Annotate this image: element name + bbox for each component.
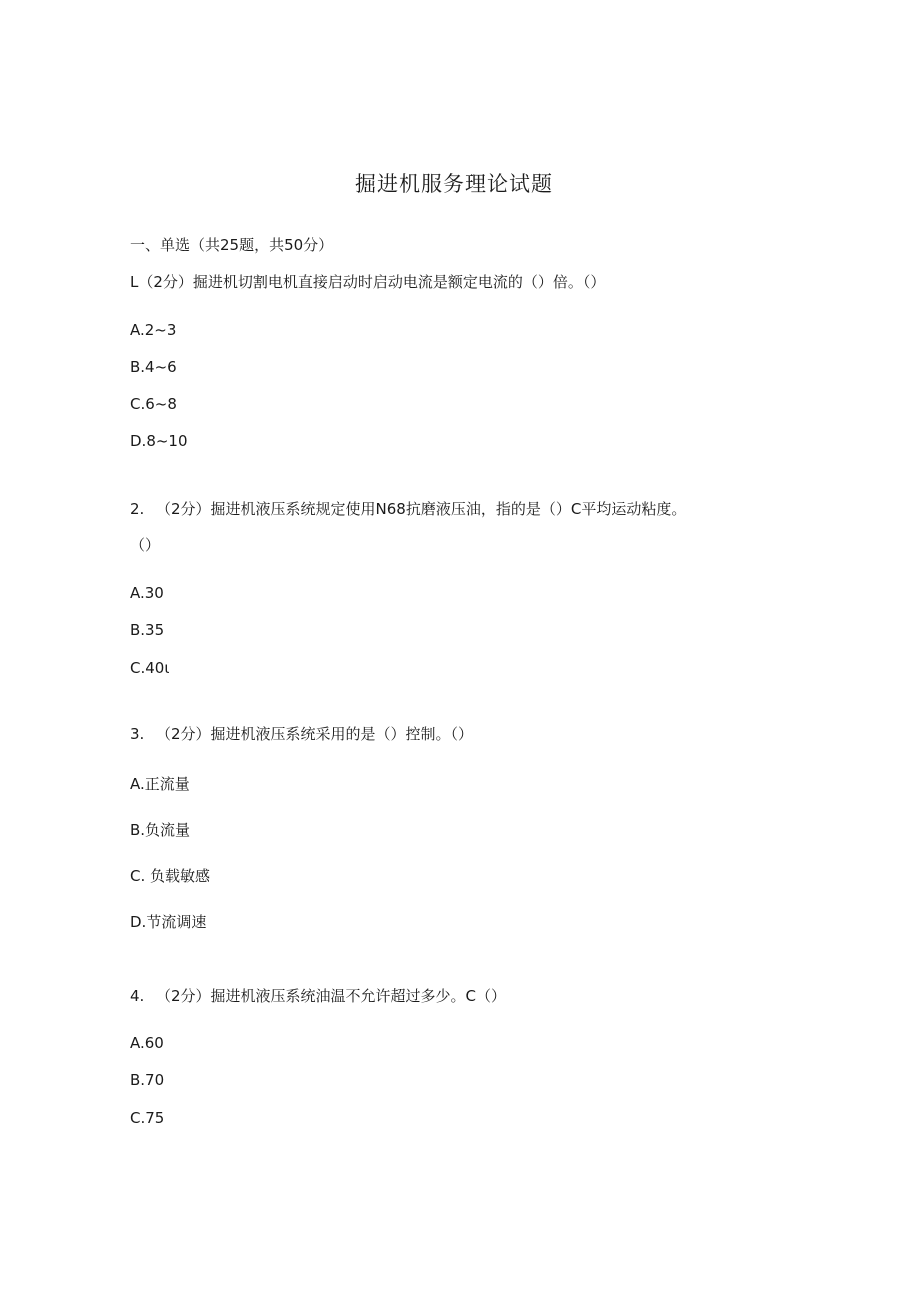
question-number: 3. [130,725,145,743]
question-number: 4. [130,987,145,1005]
option: A.2~3 [130,321,177,339]
option: C.40ι [130,659,170,677]
option: D.节流调速 [130,913,207,931]
question-4 [130,986,506,1006]
question-3 [130,724,473,744]
question-text: （2分）掘进机液压系统油温不允许超过多少。C（） [156,987,507,1005]
option: C.75 [130,1109,165,1127]
question-number: L [130,273,139,291]
question-text-continued: （） [130,536,161,554]
option: B.70 [130,1071,165,1089]
option: B.35 [130,621,165,639]
option: D.8~10 [130,432,188,450]
page-title: 掘进机服务理论试题 [355,172,553,196]
option: A.正流量 [130,775,190,793]
question-2 [130,499,686,519]
question-text: （2分）掘进机液压系统规定使用N68抗磨液压油，指的是（）C平均运动粘度。 [156,500,687,518]
question-text: （2分）掘进机液压系统采用的是（）控制。（） [156,725,474,743]
option: C. 负载敏感 [130,867,211,885]
question-1 [130,272,605,292]
question-text: （2分）掘进机切割电机直接启动时启动电流是额定电流的（）倍。（） [138,273,606,291]
option: B.负流量 [130,821,191,839]
option: C.6~8 [130,395,177,413]
option: A.30 [130,584,164,602]
section-heading: 一、单选（共25题，共50分） [130,236,334,254]
question-number: 2. [130,500,145,518]
option: A.60 [130,1034,164,1052]
option: B.4~6 [130,358,177,376]
